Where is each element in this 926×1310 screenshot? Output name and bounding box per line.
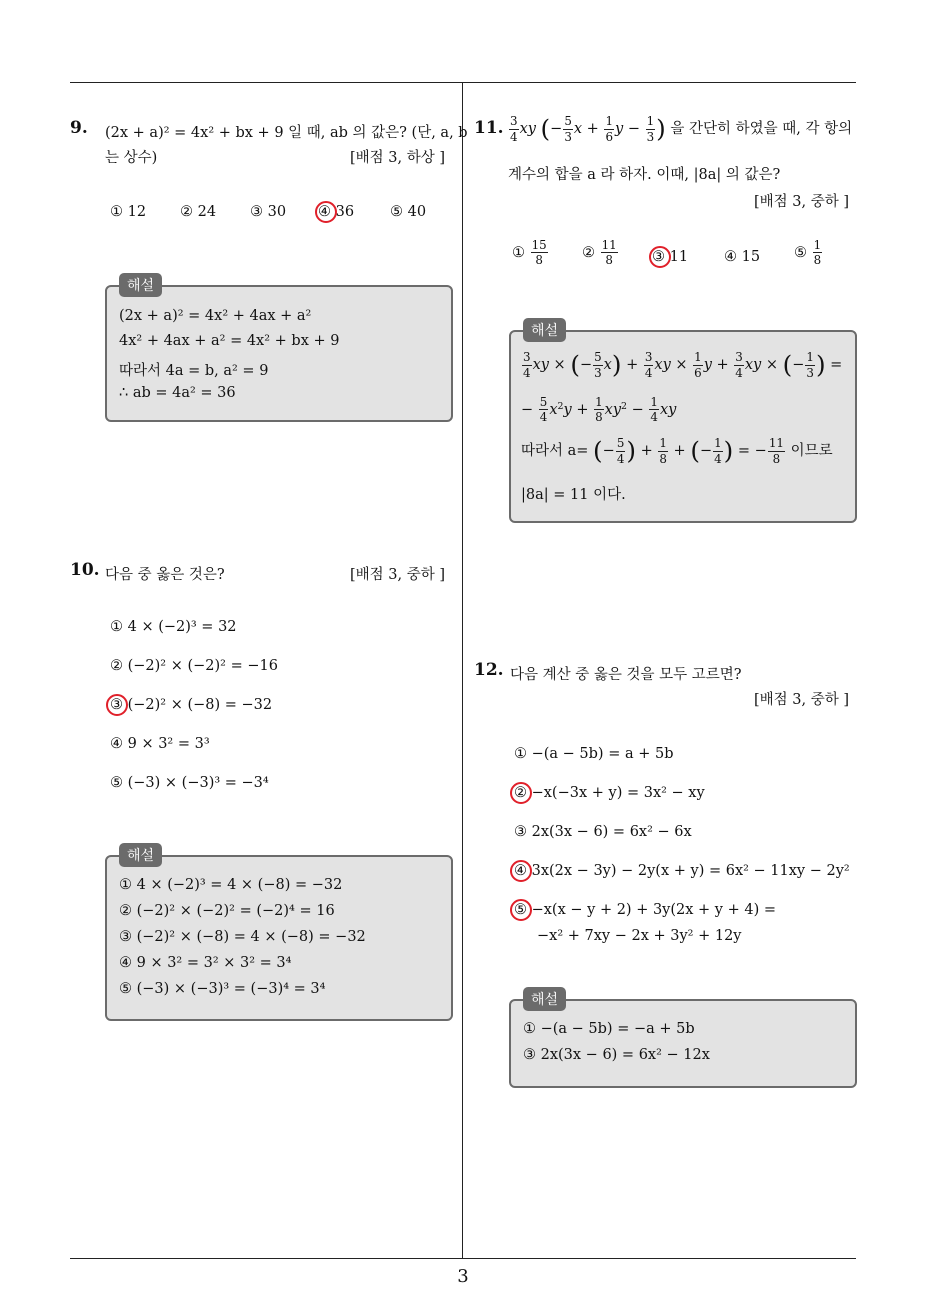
q10-solution-line5: ⑤ (−3) × (−3)³ = (−3)⁴ = 3⁴	[119, 981, 326, 997]
q12-option-4[interactable]: ④ 3x(2x − 3y) − 2y(x + y) = 6x² − 11xy − 2y²	[514, 863, 850, 879]
q11-option-5[interactable]: ⑤ $\frac{1}{8}$	[794, 238, 822, 268]
q9-solution-line3: 따라서 4a = b, a² = 9	[119, 363, 269, 379]
question-9-stem-line1: (2x + a)² = 4x² + bx + 9 일 때, ab 의 값은? (단, a, b	[105, 125, 468, 141]
q10-option-2[interactable]: ② (−2)² × (−2)² = −16	[110, 658, 278, 674]
question-9-meta: [배점 3, 하상 ]	[350, 150, 446, 166]
q10-answer-mark	[106, 694, 128, 716]
q11-solution-line1: $\frac{3}{4}$ xy × (− $\frac{5}{3}$ x) + $\frac{3}{4}$ xy × $\frac{1}{6}$ y + $\frac{3}{4}$ xy × (− $\frac{1}{3}$ ) =	[523, 350, 843, 380]
q12-option-1[interactable]: ① −(a − 5b) = a + 5b	[514, 746, 674, 762]
question-11-meta: [배점 3, 중하 ]	[754, 194, 850, 210]
q9-option-1[interactable]: ① 12	[110, 204, 147, 220]
question-9-number: 9.	[70, 118, 88, 138]
q12-answer-mark-2	[510, 782, 532, 804]
q9-option-3[interactable]: ③ 30	[250, 204, 287, 220]
q12-solution-line1: ① −(a − 5b) = −a + 5b	[523, 1021, 695, 1037]
question-11-stem-tail: 을 간단히 하였을 때, 각 항의	[670, 121, 853, 137]
question-11-expression: $\frac{3}{4}$ xy (− $\frac{5}{3}$ x + $\frac{1}{6}$ y − $\frac{1}{3}$ ) 을 간단히 하였을 때, 각 항의	[510, 114, 853, 144]
q11-option-1[interactable]: ① $\frac{15}{8}$	[512, 238, 547, 268]
question-9-stem-line2: 는 상수)	[105, 150, 158, 166]
q9-option-4[interactable]: ④ 36	[318, 204, 355, 220]
q10-option-5[interactable]: ⑤ (−3) × (−3)³ = −3⁴	[110, 775, 269, 791]
q10-solution-line2: ② (−2)² × (−2)² = (−2)⁴ = 16	[119, 903, 335, 919]
q11-option-2[interactable]: ② $\frac{11}{8}$	[582, 238, 617, 268]
question-12-stem: 다음 계산 중 옳은 것을 모두 고르면?	[510, 667, 742, 683]
q9-solution-box	[105, 285, 453, 422]
column-divider	[462, 82, 463, 1259]
q12-option-5[interactable]: ⑤ −x(x − y + 2) + 3y(2x + y + 4) =	[514, 902, 776, 918]
q11-solution-tag: 해설	[523, 318, 566, 342]
q11-option-3[interactable]: ③ 11	[652, 249, 689, 265]
question-11-stem-line2: 계수의 합을 a 라 하자. 이때, |8a| 의 값은?	[508, 167, 781, 183]
q9-option-5[interactable]: ⑤ 40	[390, 204, 427, 220]
q12-solution-box	[509, 999, 857, 1088]
q9-solution-line2: 4x² + 4ax + a² = 4x² + bx + 9	[119, 333, 340, 349]
question-12-number: 12.	[474, 660, 504, 680]
q12-option-2[interactable]: ② −x(−3x + y) = 3x² − xy	[514, 785, 705, 801]
q9-solution-line4: ∴ ab = 4a² = 36	[119, 385, 236, 401]
q9-solution-line1: (2x + a)² = 4x² + 4ax + a²	[119, 308, 312, 324]
question-12-meta: [배점 3, 중하 ]	[754, 692, 850, 708]
q10-solution-line3: ③ (−2)² × (−8) = 4 × (−8) = −32	[119, 929, 366, 945]
q11-answer-mark	[649, 246, 671, 268]
bottom-rule	[70, 1258, 856, 1259]
q12-option-3[interactable]: ③ 2x(3x − 6) = 6x² − 6x	[514, 824, 692, 840]
q9-solution-tag: 해설	[119, 273, 162, 297]
q11-solution-line3: 따라서 a= (− $\frac{5}{4}$ ) + $\frac{1}{8}$ + (− $\frac{1}{4}$ ) = − $\frac{11}{8}$ 이므로	[521, 436, 833, 466]
q10-option-1[interactable]: ① 4 × (−2)³ = 32	[110, 619, 237, 635]
q12-answer-mark-5	[510, 899, 532, 921]
q9-option-2[interactable]: ② 24	[180, 204, 217, 220]
q12-solution-tag: 해설	[523, 987, 566, 1011]
question-10-stem: 다음 중 옳은 것은?	[105, 567, 225, 583]
q10-solution-tag: 해설	[119, 843, 162, 867]
q11-option-4[interactable]: ④ 15	[724, 249, 761, 265]
q12-answer-mark-4	[510, 860, 532, 882]
q11-solution-line4: |8a| = 11 이다.	[521, 487, 626, 503]
q10-option-3[interactable]: ③ (−2)² × (−8) = −32	[110, 697, 273, 713]
q12-solution-line2: ③ 2x(3x − 6) = 6x² − 12x	[523, 1047, 710, 1063]
q10-solution-line1: ① 4 × (−2)³ = 4 × (−8) = −32	[119, 877, 343, 893]
top-rule	[70, 82, 856, 83]
q10-option-4[interactable]: ④ 9 × 3² = 3³	[110, 736, 210, 752]
question-11-number: 11.	[474, 118, 504, 138]
q11-solution-line2: − $\frac{5}{4}$ $x^2y$ + $\frac{1}{8}$ $xy^2$ − $\frac{1}{4}$ xy	[521, 395, 677, 425]
question-10-meta: [배점 3, 중하 ]	[350, 567, 446, 583]
q9-answer-mark	[315, 201, 337, 223]
q10-solution-line4: ④ 9 × 3² = 3² × 3² = 3⁴	[119, 955, 292, 971]
question-10-number: 10.	[70, 560, 100, 580]
q12-option-5-cont: −x² + 7xy − 2x + 3y² + 12y	[537, 928, 742, 944]
page-number: 3	[457, 1266, 469, 1287]
